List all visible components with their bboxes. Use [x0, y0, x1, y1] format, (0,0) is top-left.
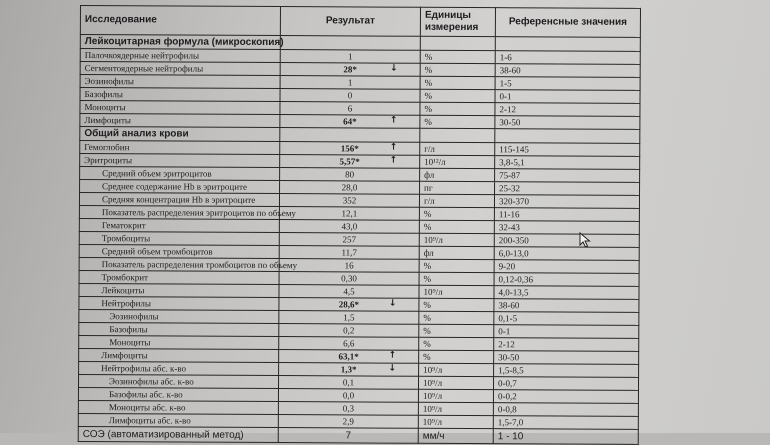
- test-name: Сегментоядерные нейтрофилы: [80, 62, 280, 76]
- unit-value: %: [419, 272, 494, 285]
- result-value: [279, 207, 419, 221]
- result-value: [279, 259, 419, 273]
- result-value: [280, 155, 420, 169]
- result-text: 5,57*: [339, 155, 360, 166]
- arrow-down-icon: ↓: [390, 63, 398, 74]
- test-name: Базофилы абс. к-во: [78, 387, 278, 401]
- test-name: Нейтрофилы абс. к-во: [79, 361, 279, 375]
- unit-value: фл: [419, 246, 494, 259]
- unit-value: пг: [420, 181, 495, 194]
- section-title: Лейкоцитарная формула (микроскопия): [80, 35, 280, 50]
- header-result: Результат: [280, 7, 420, 37]
- unit-value: %: [419, 337, 494, 350]
- section-blank: [420, 36, 495, 50]
- result-text: 64*: [343, 115, 357, 126]
- test-name: Средний объем тромбоцитов: [79, 244, 279, 258]
- unit-value: г/л: [420, 142, 495, 155]
- result-value: [279, 298, 419, 312]
- test-name: Эозинофилы: [79, 309, 279, 323]
- result-value: [280, 63, 420, 77]
- result-value: [278, 389, 418, 403]
- reference-range: 11-16: [494, 208, 639, 222]
- result-text: 0,3: [342, 402, 355, 413]
- reference-range: 6,0-13,0: [494, 247, 639, 261]
- unit-value: г/л: [419, 194, 494, 207]
- unit-value: %: [419, 259, 494, 272]
- result-value: [280, 181, 420, 195]
- result-text: 63,1*: [338, 350, 359, 361]
- reference-range: 1-5: [495, 77, 640, 91]
- header-ref: Референсные значения: [495, 8, 640, 38]
- test-name: Эритроциты: [80, 154, 280, 168]
- reference-range: 115-145: [495, 143, 640, 157]
- unit-value: мм/ч: [418, 428, 493, 443]
- reference-range: 0-0,2: [493, 390, 638, 404]
- section-blank: [495, 37, 640, 52]
- reference-range: 1,5-8,5: [494, 364, 639, 378]
- unit-value: фл: [420, 168, 495, 181]
- reference-range: 3,8-5,1: [495, 156, 640, 170]
- test-name: СОЭ (автоматизированный метод): [78, 426, 278, 442]
- reference-range: 25-32: [495, 182, 640, 196]
- reference-range: 38-60: [495, 64, 640, 78]
- result-value: [279, 311, 419, 325]
- test-name: Тромбоциты: [79, 231, 279, 245]
- result-text: 16: [344, 259, 354, 270]
- unit-value: %: [419, 324, 494, 337]
- arrow-up-icon: ↑: [388, 350, 397, 361]
- result-text: 0,2: [343, 324, 355, 335]
- result-text: 2,9: [342, 415, 354, 426]
- reference-range: 0,1-5: [494, 312, 639, 326]
- unit-value: 10⁹/л: [419, 363, 494, 376]
- result-value: [279, 233, 419, 247]
- arrow-down-icon: ↓: [388, 298, 397, 309]
- result-text: 156*: [340, 142, 359, 153]
- result-text: 0: [347, 89, 353, 100]
- unit-value: %: [419, 207, 494, 220]
- table-header: [80, 6, 640, 38]
- result-text: 1,3*: [340, 363, 357, 374]
- section-blank: [280, 36, 420, 51]
- result-value: [280, 89, 420, 103]
- result-value: [280, 102, 420, 116]
- test-name: Средняя концентрация Hb в эритроците: [79, 193, 279, 207]
- result-value: [280, 76, 420, 90]
- test-name: Эозинофилы абс. к-во: [78, 374, 278, 388]
- unit-value: %: [419, 311, 494, 324]
- unit-value: %: [419, 220, 494, 233]
- unit-value: %: [419, 350, 494, 363]
- reference-range: 30-50: [495, 116, 640, 130]
- unit-value: 10⁹/л: [418, 376, 493, 389]
- section-blank: [280, 128, 420, 143]
- header-units: Единицы измерения: [420, 7, 495, 36]
- result-text: 257: [342, 233, 357, 244]
- test-name: Лимфоциты: [80, 114, 280, 128]
- result-value: [279, 272, 419, 286]
- reference-range: 0-0,8: [493, 403, 638, 417]
- result-value: [279, 220, 419, 234]
- reference-range: 0,12-0,36: [494, 273, 639, 287]
- result-text: 28,6*: [338, 298, 360, 309]
- section-title: Общий анализ крови: [80, 127, 280, 142]
- result-value: [278, 402, 418, 416]
- unit-value: %: [420, 89, 495, 102]
- unit-value: 10⁹/л: [418, 415, 493, 428]
- reference-range: 4,0-13,5: [494, 286, 639, 300]
- result-text: 80: [345, 168, 355, 179]
- test-name: Моноциты: [79, 335, 279, 349]
- reference-range: 1,5-7,0: [493, 416, 638, 430]
- result-text: 352: [342, 194, 357, 205]
- arrow-up-icon: ↑: [389, 142, 398, 153]
- arrow-up-icon: ↑: [389, 115, 398, 126]
- result-text: 0,0: [342, 389, 355, 400]
- unit-value: 10⁹/л: [418, 389, 493, 402]
- reference-range: 75-87: [495, 169, 640, 183]
- result-text: 6,6: [343, 337, 355, 348]
- result-value: [279, 285, 419, 299]
- reference-range: 38-60: [494, 299, 639, 313]
- reference-range: 1 - 10: [493, 429, 638, 445]
- section-blank: [495, 129, 640, 144]
- result-text: 0,1: [342, 376, 355, 387]
- result-text: 11,7: [341, 246, 357, 257]
- test-name: Моноциты: [80, 101, 280, 115]
- result-value: 7: [278, 428, 418, 444]
- test-name: Тромбокрит: [79, 270, 279, 284]
- lab-results-table: [78, 5, 641, 445]
- unit-value: 10⁹/л: [418, 402, 493, 415]
- result-text: 4,5: [343, 285, 355, 296]
- test-name: Средний объем эритроцитов: [80, 167, 280, 181]
- reference-range: 2-12: [495, 103, 640, 117]
- test-name: Лейкоциты: [79, 283, 279, 297]
- reference-range: 0-1: [495, 90, 640, 104]
- arrow-up-icon: ↑: [389, 155, 398, 166]
- reference-range: 0-1: [494, 325, 639, 339]
- result-value: [278, 415, 418, 429]
- result-value: [279, 246, 419, 260]
- result-text: 12,1: [341, 207, 358, 218]
- header-test: Исследование: [80, 6, 280, 36]
- unit-value: 10⁹/л: [419, 285, 494, 298]
- test-name: Базофилы: [80, 88, 280, 102]
- reference-range: 0-0,7: [493, 377, 638, 391]
- result-text: 6: [347, 102, 353, 113]
- result-text: 28*: [343, 63, 357, 74]
- unit-value: %: [420, 102, 495, 115]
- unit-value: %: [420, 76, 495, 89]
- test-name: Лимфоциты абс. к-во: [78, 413, 278, 427]
- unit-value: %: [420, 115, 495, 128]
- reference-range: 320-370: [494, 195, 639, 209]
- test-name: Лимфоциты: [79, 348, 279, 362]
- result-text: 1: [347, 76, 353, 87]
- test-name: Показатель распределения тромбоцитов по объему: [79, 257, 279, 271]
- result-text: 1: [347, 50, 353, 61]
- result-text: 43,0: [341, 220, 358, 231]
- table-row-esr: [78, 426, 638, 444]
- unit-value: %: [420, 63, 495, 76]
- section-blank: [420, 128, 495, 142]
- result-value: [280, 115, 420, 129]
- result-value: [280, 168, 420, 182]
- result-value: [280, 142, 420, 156]
- test-name: Палочкоядерные нейтрофилы: [80, 49, 280, 63]
- test-name: Моноциты абс. к-во: [78, 400, 278, 414]
- test-name: Показатель распределения эритроцитов по объему: [79, 205, 279, 219]
- test-name: Гемоглобин: [80, 141, 280, 155]
- unit-value: %: [419, 298, 494, 311]
- test-name: Нейтрофилы: [79, 296, 279, 310]
- result-value: [279, 337, 419, 351]
- result-text: 0,30: [341, 272, 357, 283]
- result-value: [279, 194, 419, 208]
- reference-range: 32-43: [494, 221, 639, 235]
- result-value: [280, 50, 420, 64]
- unit-value: 10⁹/л: [419, 233, 494, 246]
- result-text: 1,5: [343, 311, 355, 322]
- result-value: [279, 324, 419, 338]
- result-value: [278, 376, 418, 390]
- reference-range: 2-12: [494, 338, 639, 352]
- reference-range: 1-6: [495, 51, 640, 65]
- result-value: [279, 363, 419, 377]
- result-value: [279, 350, 419, 364]
- reference-range: 9-20: [494, 260, 639, 274]
- test-name: Среднее содержание Hb в эритроците: [80, 180, 280, 194]
- result-text: 28,0: [341, 181, 358, 192]
- unit-value: %: [420, 50, 495, 63]
- mouse-cursor-icon: [579, 232, 591, 253]
- arrow-down-icon: ↓: [388, 363, 397, 374]
- table-body: [78, 35, 640, 445]
- unit-value: 10¹²/л: [420, 155, 495, 168]
- reference-range: 30-50: [494, 351, 639, 365]
- test-name: Эозинофилы: [80, 75, 280, 89]
- reference-range: 200-350: [494, 234, 639, 248]
- test-name: Гематокрит: [79, 218, 279, 232]
- test-name: Базофилы: [79, 322, 279, 336]
